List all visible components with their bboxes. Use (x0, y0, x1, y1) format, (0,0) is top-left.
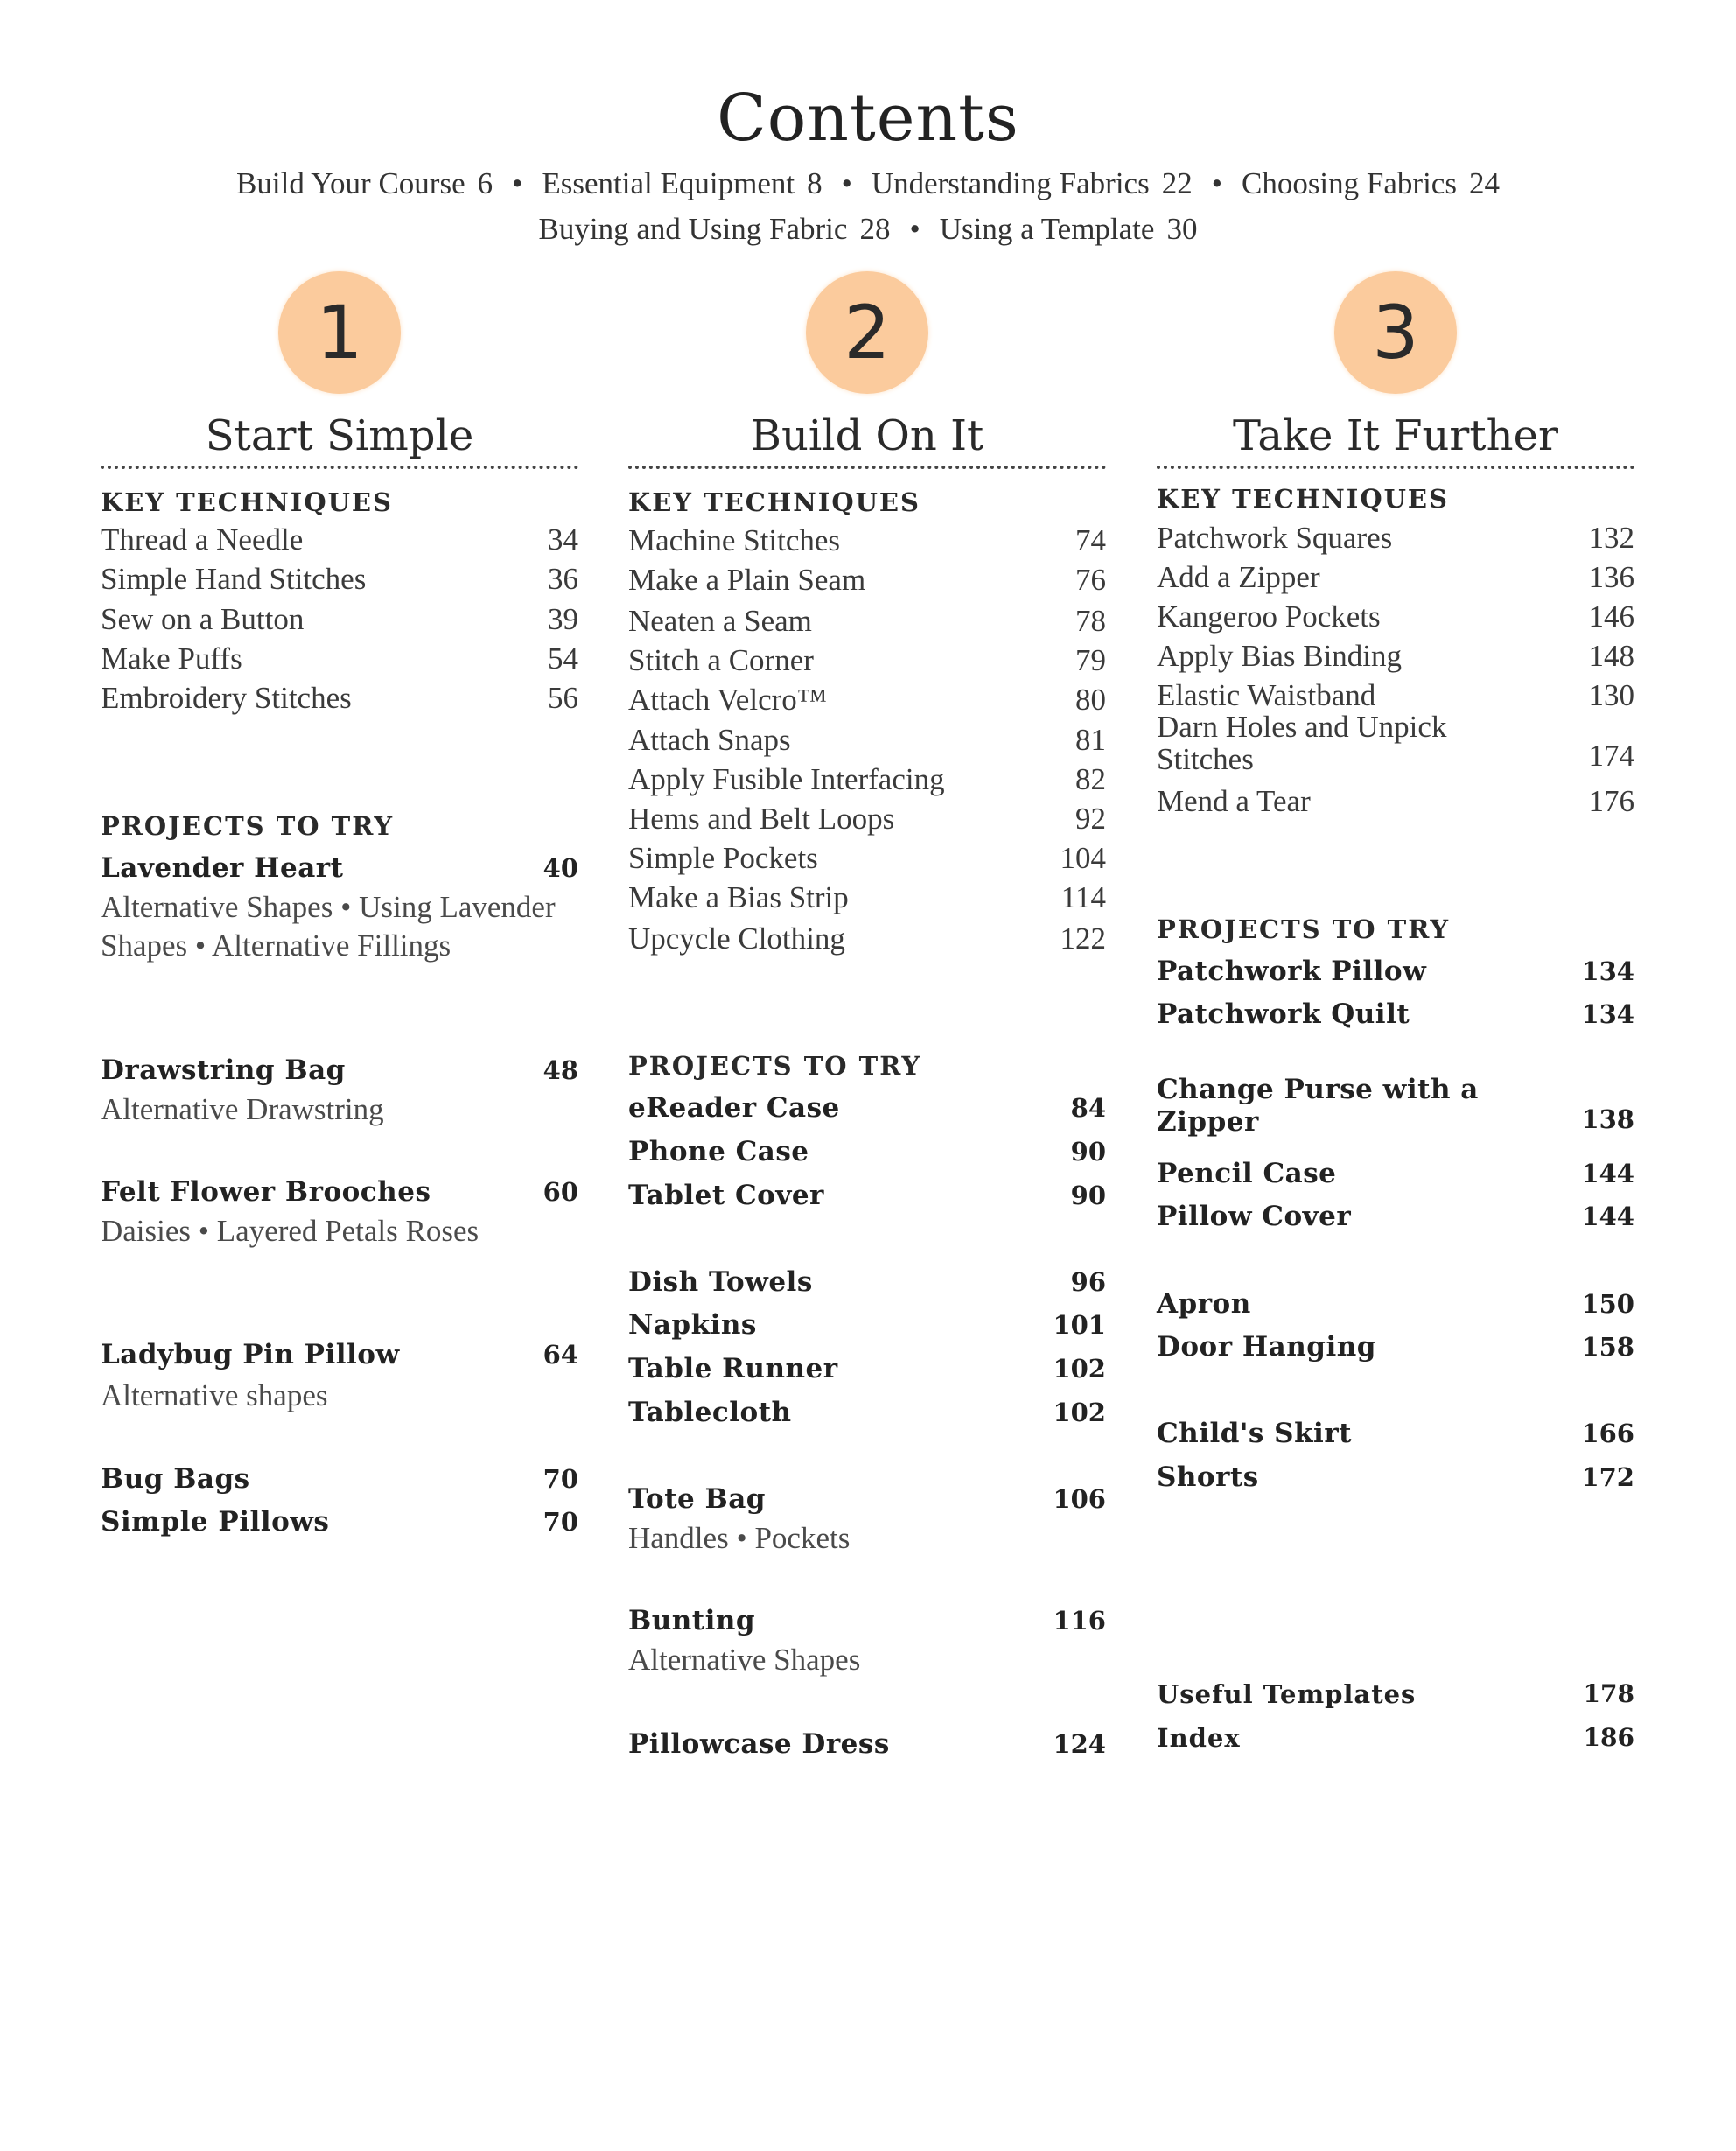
entry-page-number: 90 (1070, 1137, 1106, 1167)
entry-page-number: 90 (1070, 1181, 1106, 1210)
intro-item[interactable] (539, 212, 891, 247)
intro-item[interactable] (872, 166, 1193, 201)
toc-entry[interactable] (101, 1051, 578, 1090)
entry-title: Dish Towels (628, 1266, 813, 1298)
entry-page-number: 101 (1053, 1310, 1106, 1340)
dotted-divider (101, 466, 578, 469)
section-label (101, 483, 578, 522)
entry-title: Ladybug Pin Pillow (101, 1339, 400, 1370)
entry-title: Pillowcase Dress (628, 1728, 890, 1760)
entry-page-number: 36 (548, 562, 578, 596)
toc-entry[interactable] (628, 721, 1106, 760)
entry-title: Alternative shapes (101, 1378, 328, 1412)
entry-subtopics (628, 1519, 1106, 1558)
entry-title: Embroidery Stitches (101, 681, 352, 715)
entry-title: Drawstring Bag (101, 1054, 346, 1086)
entry-page-number: 114 (1060, 880, 1106, 914)
toc-entry[interactable] (628, 1393, 1106, 1432)
entry-title: Sew on a Button (101, 602, 304, 636)
entry-title: Neaten a Seam (628, 604, 812, 638)
toc-entry[interactable] (628, 1176, 1106, 1215)
intro-item-label: Essential Equipment (542, 166, 795, 200)
chapter-heading[interactable]: Build On It (750, 411, 984, 460)
entry-page-number: 144 (1581, 1159, 1634, 1188)
toc-entry[interactable] (628, 879, 1106, 917)
entry-title: Add a Zipper (1157, 560, 1320, 594)
dotted-divider (1157, 466, 1634, 469)
toc-entry[interactable] (101, 521, 578, 559)
entry-page-number: 186 (1583, 1723, 1634, 1752)
toc-entry[interactable] (101, 1460, 578, 1498)
intro-item-page: 30 (1166, 212, 1198, 246)
intro-item[interactable] (1242, 166, 1500, 201)
intro-item[interactable] (542, 166, 822, 201)
entry-title: Kangeroo Pockets (1157, 599, 1381, 634)
toc-entry[interactable] (1157, 1458, 1634, 1496)
toc-entry[interactable] (628, 760, 1106, 799)
entry-title: Machine Stitches (628, 523, 841, 557)
entry-title: PROJECTS TO TRY (101, 811, 395, 841)
toc-entry[interactable] (1157, 1074, 1634, 1139)
intro-item-page: 24 (1468, 166, 1500, 200)
entry-page-number: 79 (1075, 643, 1106, 677)
entry-page-number: 176 (1588, 784, 1634, 818)
toc-entry[interactable] (1157, 519, 1634, 557)
entry-title: Pillow Cover (1157, 1201, 1352, 1232)
entry-page-number: 106 (1053, 1484, 1106, 1514)
entry-title: eReader Case (628, 1092, 840, 1124)
toc-entry[interactable] (1157, 1719, 1634, 1757)
section-label (628, 1047, 1106, 1085)
bullet-separator: • (512, 166, 523, 200)
dotted-divider (628, 466, 1106, 469)
entry-title: Simple Hand Stitches (101, 562, 367, 596)
entry-title: Make a Bias Strip (628, 880, 849, 914)
intro-item-page: 28 (859, 212, 891, 246)
entry-page-number: 134 (1581, 999, 1634, 1029)
section-label (1157, 480, 1634, 518)
intro-line-2 (0, 212, 1736, 247)
entry-title: Pencil Case (1157, 1158, 1337, 1189)
entry-page-number: 124 (1053, 1729, 1106, 1759)
toc-entry[interactable] (101, 679, 578, 718)
entry-page-number: 81 (1075, 723, 1106, 757)
chapter-number-badge: 1 (278, 271, 401, 394)
entry-title: Mend a Tear (1157, 784, 1311, 818)
entry-title: Change Purse with a Zipper (1157, 1074, 1479, 1138)
entry-page-number: 116 (1053, 1606, 1106, 1636)
entry-page-number: 174 (1588, 739, 1634, 773)
entry-page-number: 178 (1583, 1679, 1634, 1708)
toc-entry[interactable] (628, 681, 1106, 719)
entry-page-number: 172 (1581, 1462, 1634, 1492)
entry-page-number: 104 (1060, 841, 1106, 875)
entry-subtopics (628, 1641, 1106, 1679)
entry-page-number: 76 (1075, 563, 1106, 597)
intro-item-page: 8 (807, 166, 822, 200)
toc-entry[interactable] (628, 1089, 1106, 1127)
bullet-separator: • (841, 166, 852, 200)
entry-page-number: 56 (548, 681, 578, 715)
toc-entry[interactable] (1157, 995, 1634, 1033)
page-title: Contents (717, 81, 1019, 156)
intro-item-label: Choosing Fabrics (1241, 166, 1457, 200)
toc-entry[interactable] (1157, 952, 1634, 991)
entry-page-number: 82 (1075, 762, 1106, 796)
intro-item-label: Understanding Fabrics (871, 166, 1150, 200)
toc-entry[interactable] (1157, 782, 1634, 821)
toc-entry[interactable] (628, 800, 1106, 838)
entry-title: Apply Fusible Interfacing (628, 762, 945, 796)
section-label (628, 483, 1106, 522)
toc-entry[interactable] (1157, 1285, 1634, 1323)
entry-title: Shorts (1157, 1461, 1259, 1493)
entry-page-number: 64 (542, 1340, 578, 1370)
entry-page-number: 48 (542, 1055, 578, 1085)
entry-title: Door Hanging (1157, 1331, 1376, 1363)
entry-page-number: 138 (1581, 1104, 1634, 1134)
entry-title: Attach Velcro™ (628, 683, 828, 717)
toc-entry[interactable] (1157, 637, 1634, 676)
entry-page-number: 136 (1588, 560, 1634, 594)
entry-title: Table Runner (628, 1353, 838, 1384)
section-label (101, 807, 578, 845)
entry-page-number: 146 (1588, 599, 1634, 634)
entry-title: Stitch a Corner (628, 643, 814, 677)
toc-entry[interactable] (1157, 598, 1634, 636)
entry-title: Lavender Heart (101, 852, 344, 884)
entry-title: Tote Bag (628, 1483, 766, 1515)
toc-entry[interactable] (1157, 1197, 1634, 1236)
entry-page-number: 39 (548, 602, 578, 636)
entry-title: Patchwork Pillow (1157, 956, 1427, 987)
entry-subtopics (101, 1212, 578, 1251)
entry-page-number: 70 (542, 1507, 578, 1537)
entry-title: Darn Holes and Unpick Stitches (1157, 710, 1447, 776)
intro-item[interactable] (236, 166, 493, 201)
toc-entry[interactable] (101, 600, 578, 639)
entry-subtopics (101, 888, 578, 965)
intro-item-page: 6 (477, 166, 494, 200)
entry-title: Tablet Cover (628, 1180, 824, 1211)
entry-title: Tablecloth (628, 1397, 792, 1428)
entry-page-number: 132 (1588, 521, 1634, 555)
intro-item-label: Build Your Course (236, 166, 466, 200)
entry-page-number: 92 (1075, 802, 1106, 836)
toc-entry[interactable] (628, 1349, 1106, 1388)
intro-item-label: Buying and Using Fabric (538, 212, 848, 246)
entry-page-number: 96 (1070, 1267, 1106, 1297)
toc-entry[interactable] (1157, 1328, 1634, 1366)
intro-item-page: 22 (1161, 166, 1193, 200)
section-label (1157, 910, 1634, 949)
toc-entry[interactable] (628, 1263, 1106, 1301)
entry-page-number: 70 (542, 1464, 578, 1494)
toc-entry[interactable] (101, 560, 578, 599)
toc-entry[interactable] (101, 1335, 578, 1374)
entry-title: KEY TECHNIQUES (1157, 484, 1449, 514)
entry-page-number: 78 (1075, 604, 1106, 638)
toc-entry[interactable] (628, 920, 1106, 958)
entry-page-number: 130 (1588, 678, 1634, 712)
toc-entry[interactable] (628, 1725, 1106, 1763)
entry-title: PROJECTS TO TRY (628, 1051, 922, 1081)
entry-title: Child's Skirt (1157, 1418, 1352, 1449)
bullet-separator: • (1211, 166, 1222, 200)
intro-item-label: Using a Template (939, 212, 1155, 246)
toc-entry[interactable] (628, 1480, 1106, 1518)
toc-entry[interactable] (1157, 1414, 1634, 1453)
entry-title: KEY TECHNIQUES (628, 487, 920, 517)
entry-title: Simple Pockets (628, 841, 818, 875)
chapter-number-badge: 2 (806, 271, 928, 394)
toc-entry[interactable] (1157, 558, 1634, 597)
entry-page-number: 84 (1070, 1093, 1106, 1123)
toc-entry[interactable] (1157, 1154, 1634, 1193)
entry-title: KEY TECHNIQUES (101, 487, 393, 517)
entry-page-number: 158 (1581, 1332, 1634, 1362)
entry-page-number: 144 (1581, 1202, 1634, 1231)
entry-page-number: 34 (548, 522, 578, 557)
entry-title: Bunting (628, 1605, 756, 1636)
entry-title: Hems and Belt Loops (628, 802, 895, 836)
toc-entry[interactable] (628, 522, 1106, 560)
chapter-heading[interactable]: Start Simple (205, 411, 474, 460)
entry-page-number: 102 (1053, 1398, 1106, 1427)
chapter-number-badge: 3 (1334, 271, 1457, 394)
entry-subtopics (101, 1377, 578, 1415)
entry-title: Alternative Shapes (628, 1643, 861, 1677)
entry-title: Bug Bags (101, 1463, 250, 1495)
entry-title: Felt Flower Brooches (101, 1176, 431, 1208)
entry-page-number: 148 (1588, 639, 1634, 673)
toc-entry[interactable] (628, 1601, 1106, 1640)
entry-title: Napkins (628, 1309, 757, 1341)
entry-title: Handles • Pockets (628, 1521, 850, 1555)
entry-page-number: 54 (548, 641, 578, 676)
chapter-heading[interactable]: Take It Further (1233, 411, 1558, 460)
entry-subtopics (101, 1090, 578, 1129)
intro-line-1 (0, 166, 1736, 201)
entry-title: Apron (1157, 1288, 1251, 1320)
entry-page-number: 122 (1060, 921, 1106, 956)
toc-entry[interactable] (628, 602, 1106, 641)
toc-entry[interactable] (101, 640, 578, 678)
entry-page-number: 40 (542, 853, 578, 883)
entry-title: Alternative Drawstring (101, 1092, 384, 1126)
entry-page-number: 166 (1581, 1419, 1634, 1448)
entry-page-number: 60 (542, 1177, 578, 1207)
entry-page-number: 150 (1581, 1289, 1634, 1319)
entry-page-number: 102 (1053, 1354, 1106, 1384)
toc-entry[interactable] (101, 1173, 578, 1211)
entry-title: Simple Pillows (101, 1506, 330, 1538)
toc-entry[interactable] (628, 839, 1106, 878)
entry-page-number: 80 (1075, 683, 1106, 717)
entry-page-number: 134 (1581, 956, 1634, 986)
entry-title: Thread a Needle (101, 522, 304, 557)
toc-entry[interactable] (101, 1503, 578, 1541)
entry-title: Make Puffs (101, 641, 242, 676)
bullet-separator: • (909, 212, 920, 246)
entry-title: Daisies • Layered Petals Roses (101, 1214, 480, 1248)
toc-entry[interactable] (1157, 1675, 1634, 1713)
entry-page-number: 74 (1075, 523, 1106, 557)
entry-title: Alternative Shapes • Using Lavender Shapes • Alternative Fillings (101, 890, 556, 963)
entry-title: Patchwork Squares (1157, 521, 1393, 555)
toc-entry[interactable] (628, 561, 1106, 599)
entry-title: Make a Plain Seam (628, 563, 866, 597)
toc-entry[interactable] (628, 1132, 1106, 1171)
entry-title: Attach Snaps (628, 723, 791, 757)
intro-item[interactable] (940, 212, 1198, 247)
entry-title: Patchwork Quilt (1157, 998, 1410, 1030)
entry-title: PROJECTS TO TRY (1157, 914, 1451, 944)
entry-title: Useful Templates (1157, 1679, 1417, 1709)
entry-title: Index (1157, 1723, 1241, 1753)
entry-title: Apply Bias Binding (1157, 639, 1403, 673)
entry-title: Elastic Waistband (1157, 678, 1376, 712)
toc-entry[interactable] (1157, 711, 1634, 775)
toc-entry[interactable] (628, 1306, 1106, 1344)
toc-entry[interactable] (628, 641, 1106, 680)
toc-entry[interactable] (101, 849, 578, 887)
entry-title: Upcycle Clothing (628, 921, 845, 956)
entry-title: Phone Case (628, 1136, 809, 1167)
